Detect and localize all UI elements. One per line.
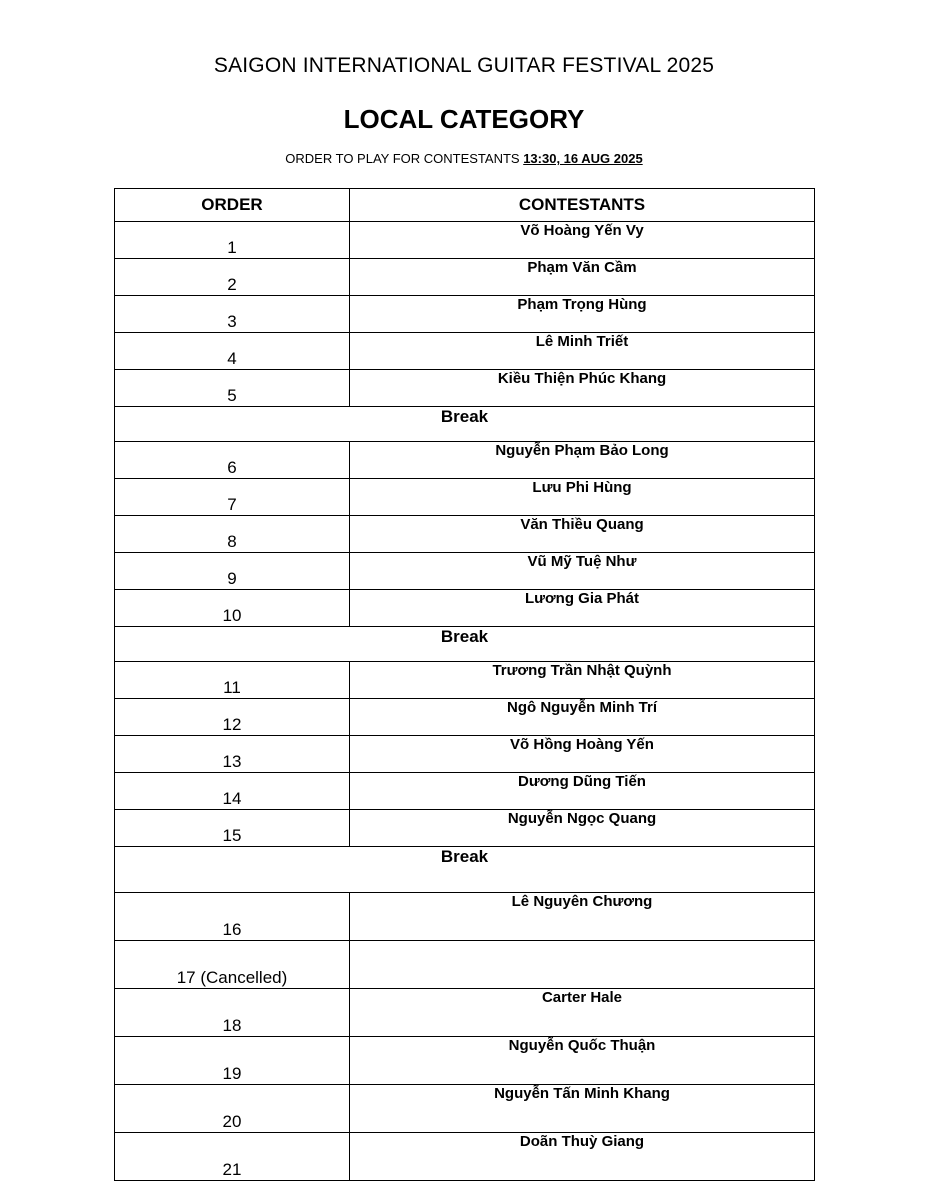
schedule-subtitle bbox=[0, 151, 928, 166]
contestant-cell: Ngô Nguyễn Minh Trí bbox=[350, 699, 815, 736]
order-cell: 21 bbox=[115, 1133, 350, 1181]
order-cell: 11 bbox=[115, 662, 350, 699]
table-row bbox=[115, 1037, 815, 1085]
order-cell: 8 bbox=[115, 516, 350, 553]
order-cell: 2 bbox=[115, 259, 350, 296]
order-cell: 16 bbox=[115, 893, 350, 941]
order-cell: 15 bbox=[115, 810, 350, 847]
break-label: Break bbox=[115, 847, 815, 893]
table-row bbox=[115, 989, 815, 1037]
break-row bbox=[115, 627, 815, 662]
order-cell: 6 bbox=[115, 442, 350, 479]
order-cell: 17 (Cancelled) bbox=[115, 941, 350, 989]
contestant-cell: Võ Hoàng Yến Vy bbox=[350, 222, 815, 259]
order-cell: 9 bbox=[115, 553, 350, 590]
order-cell: 19 bbox=[115, 1037, 350, 1085]
contestant-cell: Lê Minh Triết bbox=[350, 333, 815, 370]
contestants-column-header: CONTESTANTS bbox=[350, 189, 815, 222]
table-row bbox=[115, 736, 815, 773]
table-row bbox=[115, 479, 815, 516]
contestant-cell: Trương Trần Nhật Quỳnh bbox=[350, 662, 815, 699]
contestant-cell: Nguyễn Ngọc Quang bbox=[350, 810, 815, 847]
order-cell: 12 bbox=[115, 699, 350, 736]
table-row bbox=[115, 553, 815, 590]
table-row bbox=[115, 1085, 815, 1133]
contestant-cell: Carter Hale bbox=[350, 989, 815, 1037]
table-row bbox=[115, 699, 815, 736]
order-cell: 14 bbox=[115, 773, 350, 810]
order-cell: 18 bbox=[115, 989, 350, 1037]
contestant-cell: Võ Hồng Hoàng Yến bbox=[350, 736, 815, 773]
order-cell: 1 bbox=[115, 222, 350, 259]
order-cell: 5 bbox=[115, 370, 350, 407]
contestant-cell bbox=[350, 941, 815, 989]
contestant-cell: Lưu Phi Hùng bbox=[350, 479, 815, 516]
table-row bbox=[115, 516, 815, 553]
table-row bbox=[115, 442, 815, 479]
table-row bbox=[115, 296, 815, 333]
order-cell: 4 bbox=[115, 333, 350, 370]
table-header-row bbox=[115, 189, 815, 222]
order-cell: 10 bbox=[115, 590, 350, 627]
order-cell: 20 bbox=[115, 1085, 350, 1133]
table-row bbox=[115, 590, 815, 627]
table-row bbox=[115, 370, 815, 407]
break-row bbox=[115, 407, 815, 442]
contestant-cell: Kiều Thiện Phúc Khang bbox=[350, 370, 815, 407]
contestant-cell: Nguyễn Phạm Bảo Long bbox=[350, 442, 815, 479]
table-row bbox=[115, 662, 815, 699]
contestant-cell: Phạm Văn Cầm bbox=[350, 259, 815, 296]
contestant-cell: Vũ Mỹ Tuệ Như bbox=[350, 553, 815, 590]
contestant-cell: Lê Nguyên Chương bbox=[350, 893, 815, 941]
contestant-cell: Văn Thiều Quang bbox=[350, 516, 815, 553]
contestant-cell: Dương Dũng Tiến bbox=[350, 773, 815, 810]
subtitle-prefix: ORDER TO PLAY FOR CONTESTANTS bbox=[285, 151, 524, 166]
table-row bbox=[115, 259, 815, 296]
category-title: LOCAL CATEGORY bbox=[343, 104, 585, 134]
contestant-cell: Doãn Thuỳ Giang bbox=[350, 1133, 815, 1181]
contestant-cell: Nguyễn Quốc Thuận bbox=[350, 1037, 815, 1085]
subtitle-datetime: 13:30, 16 AUG 2025 bbox=[523, 151, 643, 166]
table-row bbox=[115, 893, 815, 941]
table-row bbox=[115, 941, 815, 989]
break-label: Break bbox=[115, 627, 815, 662]
contestant-cell: Lương Gia Phát bbox=[350, 590, 815, 627]
table-row bbox=[115, 222, 815, 259]
table-row bbox=[115, 1133, 815, 1181]
table-row bbox=[115, 333, 815, 370]
contestant-order-table bbox=[114, 188, 815, 1181]
contestant-cell: Nguyễn Tấn Minh Khang bbox=[350, 1085, 815, 1133]
contestant-cell: Phạm Trọng Hùng bbox=[350, 296, 815, 333]
order-column-header: ORDER bbox=[115, 189, 350, 222]
table-row bbox=[115, 810, 815, 847]
order-cell: 13 bbox=[115, 736, 350, 773]
order-cell: 7 bbox=[115, 479, 350, 516]
order-cell: 3 bbox=[115, 296, 350, 333]
break-row bbox=[115, 847, 815, 893]
table-row bbox=[115, 773, 815, 810]
break-label: Break bbox=[115, 407, 815, 442]
festival-title: SAIGON INTERNATIONAL GUITAR FESTIVAL 2025 bbox=[213, 54, 715, 77]
